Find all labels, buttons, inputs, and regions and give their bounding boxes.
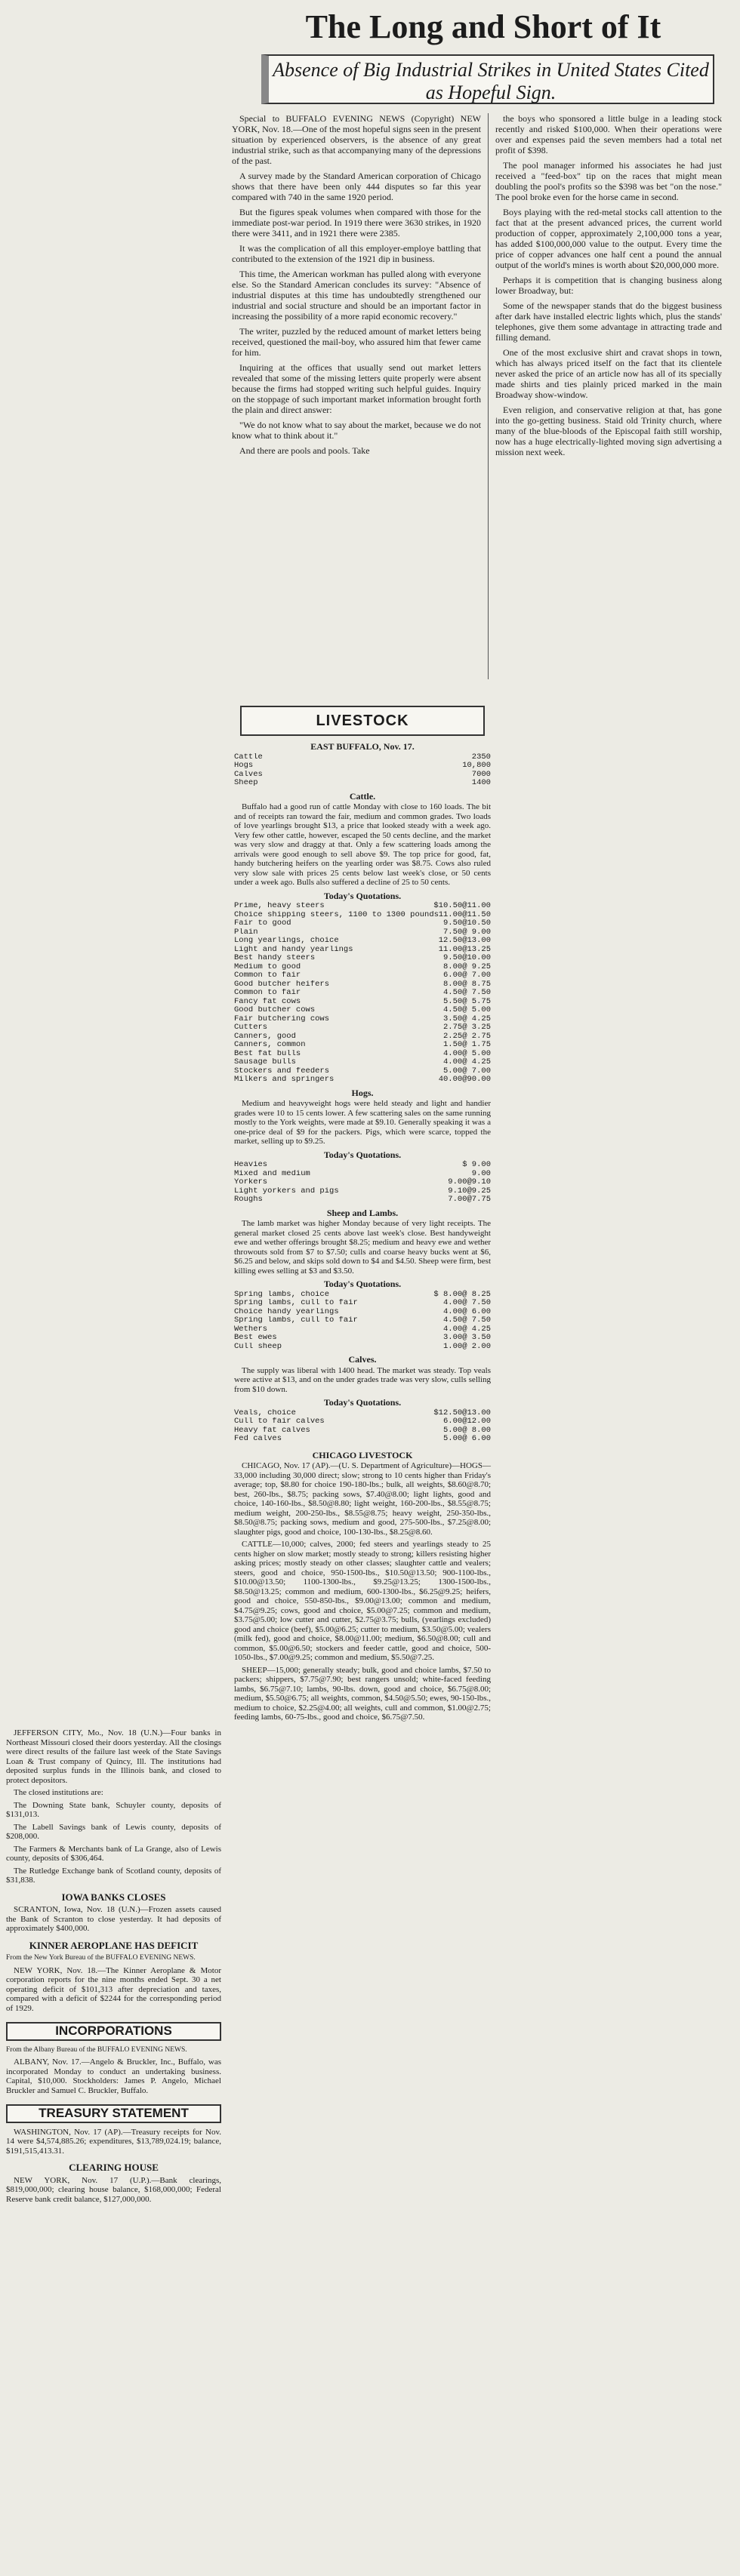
quote-row-value: 40.00@90.00 [438, 1075, 491, 1084]
incorporations-source: From the Albany Bureau of the BUFFALO EVENING NEWS. [6, 2045, 187, 2054]
quote-row-value: 2.25@ 2.75 [442, 1031, 491, 1041]
calves-heading: Calves. [348, 1354, 377, 1365]
quote-row-label: Choice shipping steers, 1100 to 1300 pounds [234, 910, 439, 919]
quote-row-label: Good butcher heifers [234, 980, 330, 989]
quote-row-label: Best fat bulls [234, 1049, 301, 1058]
quote-row-value: 4.50@ 7.50 [442, 1316, 491, 1325]
quote-row-label: Cutters [234, 1023, 268, 1032]
quote-row-label: Fed calves [234, 1435, 282, 1443]
receipt-row-label: Cattle [234, 752, 263, 762]
quote-row [234, 1058, 491, 1067]
quote-row-value: 11.00@13.25 [438, 944, 491, 954]
quote-row [234, 937, 491, 946]
clearing-text: NEW YORK, Nov. 17 (U.P.).—Bank clearings, $819,000,000; clearing house balance, $168,000,000; Federal Reserve bank credit balance, $127,000,000. [6, 2175, 221, 2204]
quote-row-label: Cull sheep [234, 1342, 282, 1351]
article-paragraph: Perhaps it is competition that is changing business along lower Broadway, but: [495, 275, 722, 296]
quote-row [234, 902, 491, 911]
quote-row-value: 4.00@ 4.25 [442, 1324, 491, 1334]
quote-row [234, 1023, 491, 1033]
calves-quotations [234, 1409, 491, 1444]
quote-row-label: Heavy fat calves [234, 1426, 310, 1435]
article-paragraph: A survey made by the Standard American corporation of Chicago shows that there have been only 444 disputes so far this year compared with 740 in the same 1920 period. [232, 171, 481, 202]
receipt-row-value: 1400 [471, 778, 491, 787]
quote-row-label: Long yearlings, choice [234, 937, 339, 945]
quote-row [234, 1041, 491, 1050]
article-paragraph: One of the most exclusive shirt and cravat shops in town, which has always priced itself on the fact that its clientele never asked the price of an article now has all of its specially made shirts and ties plainly priced marked in the main Broadway show-window. [495, 347, 722, 400]
quote-row-label: Canners, common [234, 1041, 306, 1049]
quote-row-label: Fair to good [234, 919, 291, 928]
quote-row-label: Common to fair [234, 971, 301, 980]
quote-row-value: 1.00@ 2.00 [442, 1341, 491, 1351]
quote-row-label: Milkers and springers [234, 1076, 335, 1084]
treasury-text: WASHINGTON, Nov. 17 (AP).—Treasury receipts for Nov. 14 were $4,574,885.26; expenditures, $13,789,024.19; balance, $191,515,413.31. [6, 2127, 221, 2156]
quote-row-value: 4.00@ 7.50 [442, 1298, 491, 1307]
receipt-row-value: 10,800 [462, 761, 491, 770]
clearing-heading: CLEARING HOUSE [69, 2162, 159, 2173]
quote-row-value: 3.50@ 4.25 [442, 1014, 491, 1023]
quote-row-label: Canners, good [234, 1032, 296, 1041]
cattle-quotations [234, 902, 491, 1085]
article-paragraph: But the figures speak volumes when compared with those for the immediate post-war period. In 1919 there were 3630 strikes, in 1920 there were 3411, and in 1921 there were 2385. [232, 207, 481, 239]
quote-row-label: Yorkers [234, 1178, 268, 1186]
receipt-row-value: 7000 [471, 769, 491, 779]
treasury-box: TREASURY STATEMENT [6, 2104, 221, 2123]
chicago-paragraph: SHEEP—15,000; generally steady; bulk, good and choice lambs, $7.50 to packers; shippers, $7.75@7.90; best rangers unsold; white-faced feeding lambs, $6.75@7.10; lambs, 90-lbs. down, good and choice, $6.75@8.00; medium, $5.50@6.75; all weights, common, $4.50@5.50; ewes, 90-150-lbs., medium to choice, $2.25@4.00; all weights, cull and common, $1.00@2.75; feeding lambs, 60-75-lbs., good and choice, $6.75@7.50. [234, 1665, 491, 1722]
quote-row-label: Veals, choice [234, 1408, 296, 1417]
quote-row-label: Medium to good [234, 962, 301, 971]
deck: Absence of Big Industrial Strikes in United States Cited as Hopeful Sign. [273, 59, 709, 103]
livestock-box-title: LIVESTOCK [240, 706, 485, 736]
quote-row-label: Prime, heavy steers [234, 902, 325, 910]
quote-row-value: 5.00@ 6.00 [442, 1434, 491, 1443]
receipt-row-label: Calves [234, 770, 263, 779]
quote-row [234, 1299, 491, 1308]
quote-row-value: 9.00@9.10 [448, 1177, 491, 1186]
quote-row-value: $ 9.00 [462, 1160, 491, 1169]
quote-row-value: 9.50@10.00 [442, 953, 491, 962]
quote-row-label: Light and handy yearlings [234, 945, 353, 954]
article-paragraph: "We do not know what to say about the market, because we do not know what to think about it." [232, 420, 481, 441]
column-rule [488, 113, 489, 679]
quote-row-label: Stockers and feeders [234, 1066, 330, 1076]
quote-row-value: 1.50@ 1.75 [442, 1040, 491, 1049]
quote-row-value: 9.10@9.25 [448, 1186, 491, 1196]
quote-row-value: 4.00@ 5.00 [442, 1048, 491, 1058]
receipt-row-value: 2350 [471, 752, 491, 762]
quote-row-label: Spring lambs, cull to fair [234, 1299, 358, 1307]
quote-row-label: Spring lambs, cull to fair [234, 1316, 358, 1325]
quote-row [234, 1076, 491, 1085]
quote-row-label: Fair butchering cows [234, 1014, 330, 1023]
incorporations-text: ALBANY, Nov. 17.—Angelo & Bruckler, Inc., Buffalo, was incorporated Monday to conduct an undertaking business. Capital, $10,000. Stockholders: James P. Angelo, Michael Bruckler and Samuel C. Bruckler, Buffalo. [6, 2057, 221, 2095]
quote-row-label: Spring lambs, choice [234, 1290, 330, 1299]
chicago-paragraph: CATTLE—10,000; calves, 2000; fed steers and yearlings steady to 25 cents higher on slow market; mostly steady to strong; killers resisting higher asking prices; mostly steady on other classes; slaughter cattle and vealers; steers, good and choice, 950-1500-lbs., $10.50@13.50; 900-1100-lbs., $10.00@13.50; 1100-1300-lbs., $9.25@13.25; 1300-1500-lbs., $8.50@13.25; common and medium, 600-1300-lbs., $6.25@9.25; heifers, good and choice, 550-850-lbs., $9.00@13.00; common and medium, $4.75@9.25; cows, good and choice, $5.00@7.25; common and medium, $3.75@5.00; low cutter and cutter, $2.75@3.75; bulls, (yearlings excluded) good and choice (beef), $5.00@6.25; cutter to medium, $3.50@5.00; vealers (milk fed), good and choice, $8.00@11.00; medium, $6.50@8.00; cull and common, $5.00@6.50; stockers and feeder cattle, good and choice, 500-1050-lbs., $7.00@9.25; common and medium, $5.50@7.25. [234, 1540, 491, 1662]
quote-row-value: 5.00@ 7.00 [442, 1066, 491, 1076]
quote-row-label: Light yorkers and pigs [234, 1186, 339, 1196]
receipt-row [234, 762, 491, 771]
sheep-quotations [234, 1291, 491, 1352]
quote-row-value: $10.50@11.00 [433, 901, 491, 910]
quote-row-value: 7.00@7.75 [448, 1195, 491, 1204]
brief-paragraph: The closed institutions are: [14, 1788, 103, 1797]
quote-row-value: 7.50@ 9.00 [442, 927, 491, 937]
quote-row [234, 1334, 491, 1343]
kinner-text: NEW YORK, Nov. 18.—The Kinner Aeroplane & Motor corporation reports for the nine months ended Sept. 30 a net operating deficit of $101,313 after depreciation and taxes, compared with a deficit of $2244 for the corresponding period of 1929. [6, 1965, 221, 2013]
article-paragraph: Even religion, and conservative religion at that, has gone into the go-getting business. Staid old Trinity church, where many of the blue-bloods of the Episcopal faith still worship, now has a huge electrically-lighted moving sign advertising a mission next week. [495, 405, 722, 457]
article-paragraph: Inquiring at the offices that usually send out market letters revealed that some of the missing letters quite properly were absent because the firms had stopped writing such helpful guides. Inquiry on the stoppage of such important market information brought forth the plain and direct answer: [232, 362, 481, 415]
quote-row [234, 971, 491, 980]
iowa-heading: IOWA BANKS CLOSES [61, 1891, 166, 1903]
quote-row-label: Fancy fat cows [234, 997, 301, 1006]
article-column-right [495, 113, 722, 462]
quote-row [234, 1417, 491, 1426]
kinner-source: From the New York Bureau of the BUFFALO EVENING NEWS. [6, 1954, 196, 1962]
brief-paragraph: The Farmers & Merchants bank of La Grange, also of Lewis county, deposits of $306,464. [6, 1844, 221, 1863]
quote-row-label: Sausage bulls [234, 1058, 296, 1066]
calves-quotations-heading: Today's Quotations. [323, 1397, 402, 1408]
quote-row-value: 4.50@ 5.00 [442, 1005, 491, 1014]
article-paragraph: Some of the newspaper stands that do the biggest business after dark have installed electric lights which, plus the stands' telephones, give them some advantage in attracting trade and filling demand. [495, 300, 722, 343]
quote-row [234, 1006, 491, 1015]
quote-row [234, 989, 491, 998]
incorporations-box: INCORPORATIONS [6, 2022, 221, 2041]
hogs-heading: Hogs. [351, 1087, 374, 1098]
quote-row [234, 1316, 491, 1325]
quote-row-value: 3.00@ 3.50 [442, 1333, 491, 1342]
quote-row-value: $ 8.00@ 8.25 [433, 1289, 491, 1299]
quote-row [234, 1343, 491, 1352]
brief-paragraph: The Labell Savings bank of Lewis county, deposits of $208,000. [6, 1822, 221, 1841]
cattle-quotations-heading: Today's Quotations. [323, 890, 402, 901]
article-paragraph: The writer, puzzled by the reduced amount of market letters being received, questioned the mail-boy, who assured him that fewer came for him. [232, 326, 481, 358]
quote-row [234, 1435, 491, 1444]
quote-row-label: Plain [234, 928, 258, 937]
receipt-row-label: Sheep [234, 779, 258, 787]
quote-row-label: Good butcher cows [234, 1006, 316, 1014]
article-paragraph: And there are pools and pools. Take [239, 445, 370, 456]
receipt-row-label: Hogs [234, 762, 254, 770]
quote-row [234, 919, 491, 928]
chicago-heading: CHICAGO LIVESTOCK [312, 1449, 413, 1460]
quote-row-label: Common to fair [234, 989, 301, 997]
quote-row [234, 1161, 491, 1170]
quote-row-label: Roughs [234, 1196, 263, 1204]
quote-row-value: $12.50@13.00 [433, 1408, 491, 1417]
quote-row-value: 9.00 [471, 1168, 491, 1178]
quote-row [234, 1178, 491, 1187]
sheep-heading: Sheep and Lambs. [326, 1207, 399, 1218]
article-paragraph: Special to BUFFALO EVENING NEWS (Copyright) NEW YORK, Nov. 18.—One of the most hopeful signs seen in the present situation by experienced observers, is the absence of any great industrial strike, such as that accompanying many of the depressions of the past. [232, 113, 481, 166]
quote-row-label: Heavies [234, 1161, 268, 1169]
quote-row-label: Best ewes [234, 1334, 277, 1342]
quote-row-value: 11.00@11.50 [438, 909, 491, 919]
receipt-row [234, 771, 491, 780]
headline: The Long and Short of It [305, 8, 661, 45]
article-paragraph: the boys who sponsored a little bulge in a leading stock recently and risked $100,000. When their operations were over and expenses paid the seven members had a total net profit of $398. [495, 113, 722, 155]
quote-row-value: 4.00@ 4.25 [442, 1057, 491, 1066]
iowa-text: SCRANTON, Iowa, Nov. 18 (U.N.)—Frozen assets caused the Bank of Scranton to close yesterday. It had deposits of approximately $400,000. [6, 1905, 221, 1933]
quote-row-value: 5.00@ 8.00 [442, 1425, 491, 1435]
quote-row-value: 8.00@ 9.25 [442, 962, 491, 971]
article-paragraph: Boys playing with the red-metal stocks call attention to the fact that at the present advanced prices, the current world production of copper, approximately 2,100,000 tons a year, has added $100,000,000 value to the output. Every time the price of copper advances one half cent a pound the annual output of the world's mines is worth about $20,000,000 more. [495, 207, 722, 270]
deck-box [261, 54, 714, 104]
east-buffalo-dateline: EAST BUFFALO, Nov. 17. [310, 741, 415, 752]
quote-row-value: 6.00@ 7.00 [442, 971, 491, 980]
quote-row-label: Cull to fair calves [234, 1417, 325, 1426]
quote-row-value: 8.00@ 8.75 [442, 979, 491, 989]
receipt-row [234, 753, 491, 762]
hogs-quotations [234, 1161, 491, 1205]
quote-row-value: 12.50@13.00 [438, 936, 491, 945]
quote-row-value: 4.00@ 6.00 [442, 1306, 491, 1316]
article-paragraph: It was the complication of all this employer-employe battling that contributed to the extension of the 1921 dip in business. [232, 243, 481, 264]
receipt-row [234, 779, 491, 788]
cattle-text: Buffalo had a good run of cattle Monday with close to 160 loads. The bit and of receipts ran toward the fair, medium and common grades. Two loads of love yearlings brought $13, a price that looked steady with a week ago. Very few other cattle, however, escaped the 50 cents decline, and the market was very slow and draggy at that. Only a few scattering loads among the arrivals were good enough to sell above $9. The top price for good, fat, handy butchering heifers on the yearling order was $8.75. Cows also ruled very slow sale with prices 25 cents below last week's close, or 50 cents under a week ago. Bulls also suffered a decline of 25 to 50 cents. [234, 802, 491, 887]
article-paragraph: This time, the American workman has pulled along with everyone else. So the Standard American concludes its survey: "Absence of industrial disputes at this time has undoubtedly strengthened our industrial and social structure and should be an important factor in increasing the possibility of a more rapid economic recovery." [232, 269, 481, 322]
brief-paragraph: The Downing State bank, Schuyler county, deposits of $131,013. [6, 1800, 221, 1819]
quote-row [234, 954, 491, 963]
hogs-quotations-heading: Today's Quotations. [323, 1149, 402, 1160]
chicago-paragraph: CHICAGO, Nov. 17 (AP).—(U. S. Department of Agriculture)—HOGS—33,000 including 30,000 direct; slow; strong to 10 cents higher than Friday's average; top, $8.80 for choice 190-180-lbs.; bulk, all weights, $8.60@8.70; best, 260-lbs., $8.75; packing sows, $7.40@8.00; light lights, good and choice, 140-160-lbs., $8.50@8.80; light weight, 160-200-lbs., $8.55@8.75; medium weight, 200-250-lbs., $8.55@8.75; heavy weight, 250-350-lbs., $8.50@8.75; packing sows, medium and good, 275-500-lbs., $7.25@8.00; slaughter pigs, good and choice, 100-130-lbs., $8.25@8.60. [234, 1461, 491, 1537]
sheep-text: The lamb market was higher Monday because of very light receipts. The general market closed 25 cents above last week's close. Best handyweight ewe and wether offerings brought $8.25; medium and heavy ewe and wether throwouts sold from $7 to $7.50; culls and coarse heavy bucks went at $6, $6.25 and below, and skips sold down to $4 and $4.50. Sheep were firm, best killing ewes selling at $3 and $3.50. [234, 1219, 491, 1276]
news-briefs-column [6, 1728, 221, 2207]
quote-row-value: 4.50@ 7.50 [442, 988, 491, 997]
livestock-report [234, 740, 491, 1725]
quote-row-value: 2.75@ 3.25 [442, 1023, 491, 1032]
jefferson-city-story [6, 1728, 221, 1885]
article-column-left [232, 113, 481, 460]
quote-row-value: 5.50@ 5.75 [442, 996, 491, 1006]
cattle-heading: Cattle. [349, 790, 376, 802]
chicago-report [234, 1461, 491, 1722]
quote-row-label: Wethers [234, 1325, 268, 1334]
sheep-quotations-heading: Today's Quotations. [323, 1279, 402, 1289]
quote-row-label: Mixed and medium [234, 1169, 310, 1178]
quote-row-value: 9.50@10.50 [442, 919, 491, 928]
brief-paragraph: JEFFERSON CITY, Mo., Nov. 18 (U.N.)—Four banks in Northeast Missouri closed their doors yesterday. All the closings were direct results of the failure last week of the State Savings Loan & Trust company of Quincy, Ill. The institutions had deposited surplus funds in the Illinois bank, and closed to protect depositors. [6, 1728, 221, 1785]
article-paragraph: The pool manager informed his associates he had just received a "feed-box" tip on the races that might mean doubling the pool's profits so the $398 was bet "on the nose." The pool broke even for the horse came in second. [495, 160, 722, 202]
hogs-text: Medium and heavyweight hogs were held steady and light and handier grades were 10 to 15 cents lower. A few scattering sales on the same running mostly to the York weights, were made at $9.10. Generally speaking it was a one-price deal of $9 for the packers. Pigs, which were scarce, topped the market, selling up to $9.25. [234, 1099, 491, 1146]
kinner-heading: KINNER AEROPLANE HAS DEFICIT [29, 1939, 199, 1951]
quote-row-label: Choice handy yearlings [234, 1307, 339, 1316]
quote-row-label: Best handy steers [234, 954, 316, 962]
brief-paragraph: The Rutledge Exchange bank of Scotland county, deposits of $31,838. [6, 1866, 221, 1885]
quote-row-value: 6.00@12.00 [442, 1417, 491, 1426]
calves-text: The supply was liberal with 1400 head. The market was steady. Top veals were active at $13, and on the under grades trade was very slow, culls selling from $10 down. [234, 1365, 491, 1394]
quote-row [234, 1196, 491, 1205]
receipts-list [234, 753, 491, 788]
